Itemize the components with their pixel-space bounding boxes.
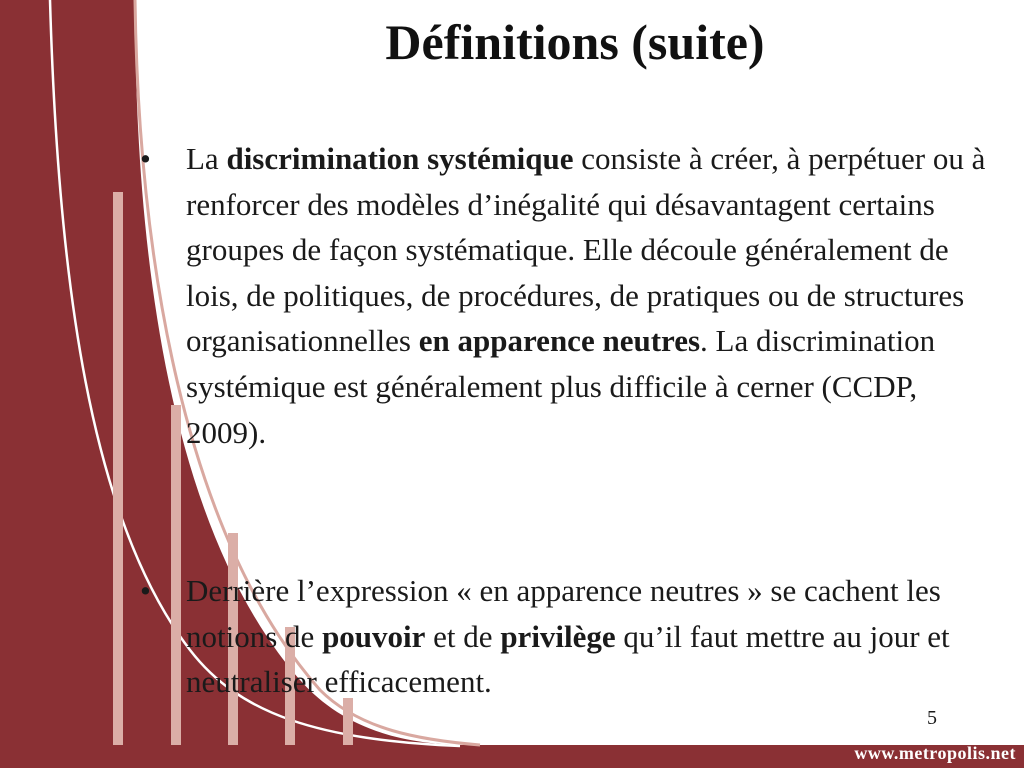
bullet-segment-bold: discrimination systémique <box>226 141 574 176</box>
bullet-segment: Derrière l’expression « en apparence neutres » se cachent les notions de <box>186 573 941 654</box>
bullet-segment: La <box>186 141 227 176</box>
bullet-segment: et de <box>425 618 501 654</box>
bullet-segment-bold: privilège <box>500 618 616 654</box>
site-url-watermark: www.metropolis.net <box>854 743 1016 763</box>
bullet-segment-bold: en apparence neutres <box>418 323 701 359</box>
page-title: Définitions (suite) <box>385 14 765 70</box>
decor-bar-5 <box>343 698 353 745</box>
bullet-item <box>140 136 1000 455</box>
decor-bar-1 <box>113 192 123 745</box>
bullet-item <box>140 568 1000 705</box>
bullet-marker: • <box>140 141 151 176</box>
bullet-marker: • <box>140 573 151 608</box>
bullet-segment-bold: pouvoir <box>322 618 426 654</box>
bullet-segment: qu’il faut mettre au jour et neutraliser efficacement. <box>186 618 950 700</box>
bullet-segment: . La discrimination systémique est généralement plus difficile à cerner (CCDP, 2009). <box>186 323 936 450</box>
bullet-segment: consiste à créer, à perpétuer ou à renforcer des modèles d’inégalité qui désavantagent certains groupes de façon systématique. Elle découle généralement de lois, de politiques, de procédures, de pratiques ou de structures organisationnelles <box>186 141 986 359</box>
bullet-text <box>186 568 1000 705</box>
bullet-text <box>186 136 1000 455</box>
page-number: 5 <box>927 707 937 729</box>
